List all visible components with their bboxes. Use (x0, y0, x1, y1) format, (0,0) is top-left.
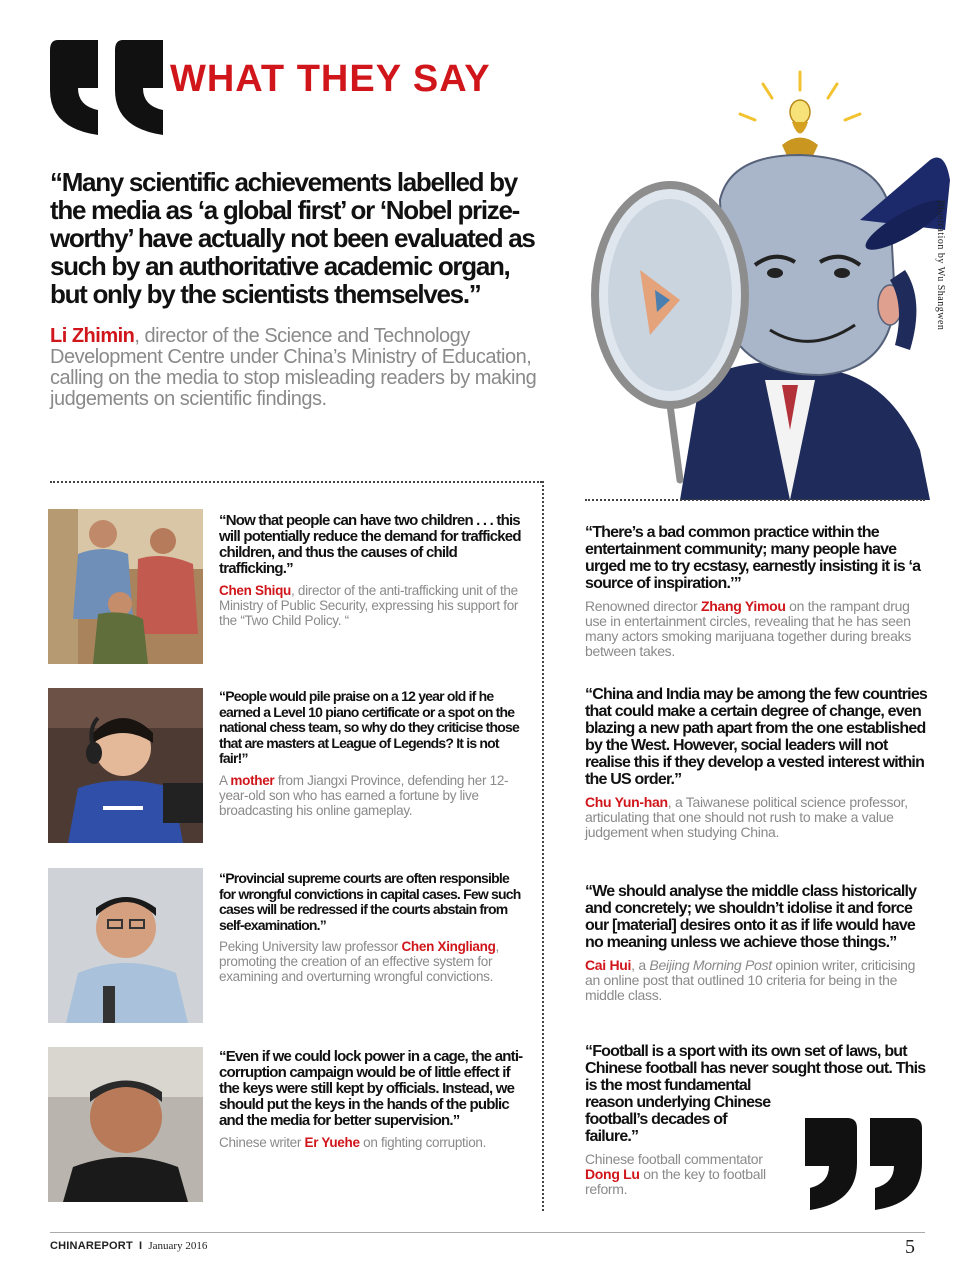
attribution: Peking University law professor Chen Xingliang, promoting the creation of an effective system for examining and overturning wrongful convictions. (219, 939, 499, 984)
publication-name: Beijing Morning Post (649, 957, 772, 973)
attribution: A mother from Jiangxi Province, defending her 12-year-old son who has earned a fortune by live broadcasting his online gameplay. (219, 772, 509, 818)
attribution: Renowned director Zhang Yimou on the rampant drug use in entertainment circles, revealing that he has seen many actors smoking marijuana together during breaks between takes. (585, 598, 912, 659)
right-entry-1 (585, 524, 930, 659)
left-entry-2 (219, 689, 529, 818)
issue-date: January 2016 (148, 1240, 208, 1252)
quote-text: “Provincial supreme courts are often responsible for wrongful convictions in capital cases. Few such cases will be redressed if the courts abstain from self-examination.” (219, 870, 521, 933)
speaker-name: Chen Xingliang (401, 939, 496, 954)
quote-text: “Even if we could lock power in a cage, the anti-corruption campaign would be of little effect if the keys were still kept by officials. Instead, we should put the keys in the hands of the public and the media for better supervision.” (219, 1048, 523, 1129)
speaker-name: Chu Yun-han (585, 794, 668, 810)
quote-text: “People would pile praise on a 12 year old if he earned a Level 10 piano certificate or a spot on the national chess team, so why do they criticise those that are masters at League of Legends? It is not fair!” (219, 688, 519, 766)
illustration-figure-with-mirror (560, 50, 955, 500)
speaker-name: Cai Hui (585, 957, 632, 973)
quote-text: “China and India may be among the few countries that could make a certain degree of change, even blazing a new path apart from the one established by the West. However, social leaders will not realise this if they develop a vested interest within the US order.” (585, 686, 928, 788)
speaker-name: Chen Shiqu (219, 583, 291, 598)
photo-chen-xingliang (48, 868, 203, 1023)
illustration-credit: Illustration by Wu Shangwen (935, 200, 946, 331)
divider-left-top (50, 481, 542, 483)
page-number: 5 (905, 1236, 915, 1258)
divider-right-top (585, 499, 925, 501)
left-entry-4 (219, 1049, 524, 1150)
speaker-name: Li Zhimin (50, 325, 135, 347)
section-title: WHAT THEY SAY (170, 58, 491, 100)
quote-text: “We should analyse the middle class historically and concretely; we shouldn’t idolise it and force our [material] desires onto it as if life would have no meaning unless we achieve those things.” (585, 883, 917, 951)
open-quote-icon (50, 40, 165, 135)
speaker-name: Zhang Yimou (701, 598, 786, 614)
footer-rule (50, 1232, 925, 1233)
photo-chen-shiqu (48, 509, 203, 664)
speaker-name: Dong Lu (585, 1166, 640, 1182)
left-entry-3 (219, 871, 524, 984)
photo-er-yuehe (48, 1047, 203, 1202)
left-entry-1 (219, 513, 524, 628)
lead-attribution: Li Zhimin, director of the Science and Technology Development Centre under China’s Ministry of Education, calling on the media to stop misleading readers by making judgements on scientific findings. (50, 325, 537, 410)
speaker-name: mother (230, 772, 275, 788)
footer-info: CHINAREPORT I January 2016 (50, 1240, 208, 1252)
right-entry-3 (585, 883, 930, 1003)
attribution: Cai Hui, a Beijing Morning Post opinion writer, criticising an online post that outlined 10 criteria for being in the middle class. (585, 957, 916, 1003)
attribution: Chen Shiqu, director of the anti-trafficking unit of the Ministry of Public Security, expressing his support for the “Two Child Policy. “ (219, 583, 519, 628)
magazine-name: CHINAREPORT (50, 1240, 133, 1252)
attribution: Chu Yun-han, a Taiwanese political science professor, articulating that one should not rush to make a value judgement when studying China. (585, 794, 908, 840)
divider-vertical (542, 481, 544, 1211)
quote-text: “Football is a sport with its own set of laws, but Chinese football has never sought those out. This is the most fundamental reason underlying Chinese football’s decades of failure.” (585, 1043, 926, 1145)
right-entry-2 (585, 686, 930, 840)
attribution: Chinese football commentator Dong Lu on the key to football reform. (585, 1151, 766, 1197)
quote-text: “Now that people can have two children . . . this will potentially reduce the demand for trafficked children, and thus the causes of child trafficking.” (219, 512, 521, 577)
attribution: Chinese writer Er Yuehe on fighting corruption. (219, 1135, 487, 1150)
speaker-name: Er Yuehe (304, 1135, 360, 1150)
close-quote-icon (805, 1118, 925, 1210)
quote-text: “There’s a bad common practice within the entertainment community; many people have urged me to try ecstasy, earnestly insisting it is ‘a source of inspiration.’” (585, 524, 921, 592)
lead-quote: “Many scientific achievements labelled by the media as ‘a global first’ or ‘Nobel prize-worthy’ have actually not been evaluated as such by an authoritative academic organ, but only by the scientists themselves.” (50, 167, 535, 309)
photo-gamer-boy (48, 688, 203, 843)
